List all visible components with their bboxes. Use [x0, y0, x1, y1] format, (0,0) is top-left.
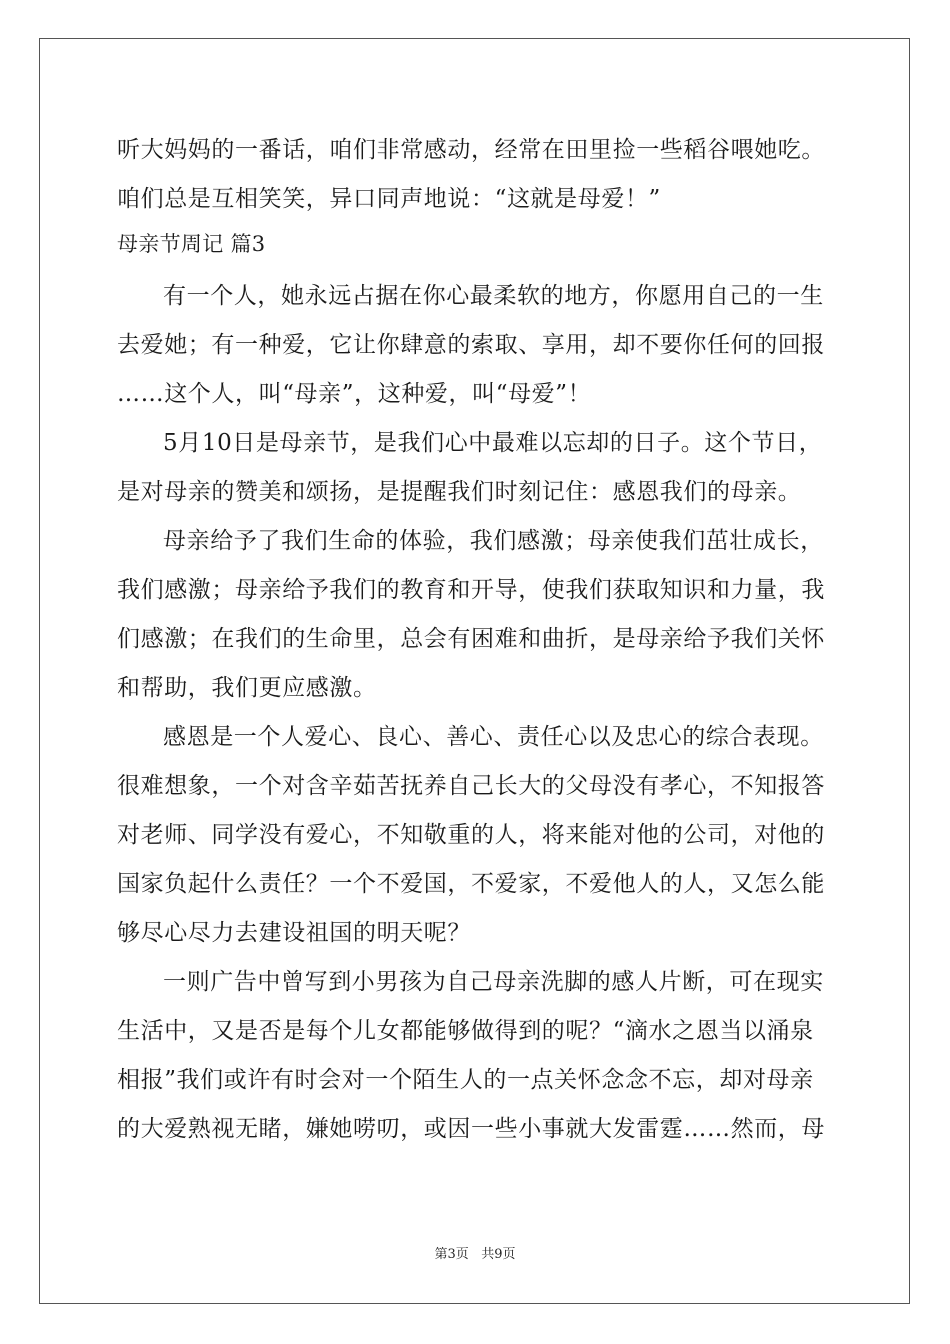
text-line: 的大爱熟视无睹，嫌她唠叨，或因一些小事就大发雷霆……然而，母 — [117, 1116, 825, 1142]
text-line: 和帮助，我们更应感激。 — [117, 675, 377, 701]
text-line: 对老师、同学没有爱心，不知敬重的人，将来能对他的公司，对他的 — [117, 822, 825, 848]
text-line: 有一个人，她永远占据在你心最柔软的地方，你愿用自己的一生 — [163, 283, 824, 309]
paragraph — [117, 419, 850, 517]
page-footer — [0, 1243, 950, 1262]
text-line: 咱们总是互相笑笑，异口同声地说：“这就是母爱！” — [117, 186, 661, 212]
text-line: 们感激；在我们的生命里，总会有困难和曲折，是母亲给予我们关怀 — [117, 626, 825, 652]
document-body — [117, 126, 850, 1154]
paragraph — [117, 517, 850, 713]
page-total: 共9页 — [481, 1247, 516, 1262]
text-line: 生活中，又是否是每个儿女都能够做得到的呢？“滴水之恩当以涌泉 — [117, 1018, 814, 1044]
text-line: 我们感激；母亲给予我们的教育和开导，使我们获取知识和力量，我 — [117, 577, 825, 603]
text-line: 一则广告中曾写到小男孩为自己母亲洗脚的感人片断，可在现实 — [163, 969, 824, 995]
paragraph — [117, 958, 850, 1154]
text-line: ……这个人，叫“母亲”，这种爱，叫“母爱”！ — [117, 381, 592, 407]
text-line: 去爱她；有一种爱，它让你肆意的索取、享用，却不要你任何的回报 — [117, 332, 825, 358]
text-line: 感恩是一个人爱心、良心、善心、责任心以及忠心的综合表现。 — [163, 724, 824, 750]
paragraph — [117, 272, 850, 419]
text-line: 是对母亲的赞美和颂扬，是提醒我们时刻记住：感恩我们的母亲。 — [117, 479, 802, 505]
section-heading: 母亲节周记 篇3 — [117, 232, 266, 256]
text-line: 听大妈妈的一番话，咱们非常感动，经常在田里捡一些稻谷喂她吃。 — [117, 137, 825, 163]
text-line: 够尽心尽力去建设祖国的明天呢？ — [117, 920, 471, 946]
text-line: 很难想象，一个对含辛茹苦抚养自己长大的父母没有孝心，不知报答 — [117, 773, 825, 799]
text-line: 国家负起什么责任？一个不爱国，不爱家，不爱他人的人，又怎么能 — [117, 871, 825, 897]
page-number: 第3页 — [434, 1247, 469, 1262]
text-line: 相报”我们或许有时会对一个陌生人的一点关怀念念不忘，却对母亲 — [117, 1067, 814, 1093]
paragraph — [117, 713, 850, 958]
paragraph — [117, 126, 850, 224]
text-line: 5月10日是母亲节，是我们心中最难以忘却的日子。这个节日， — [163, 430, 823, 456]
text-line: 母亲给予了我们生命的体验，我们感激；母亲使我们茁壮成长， — [163, 528, 824, 554]
